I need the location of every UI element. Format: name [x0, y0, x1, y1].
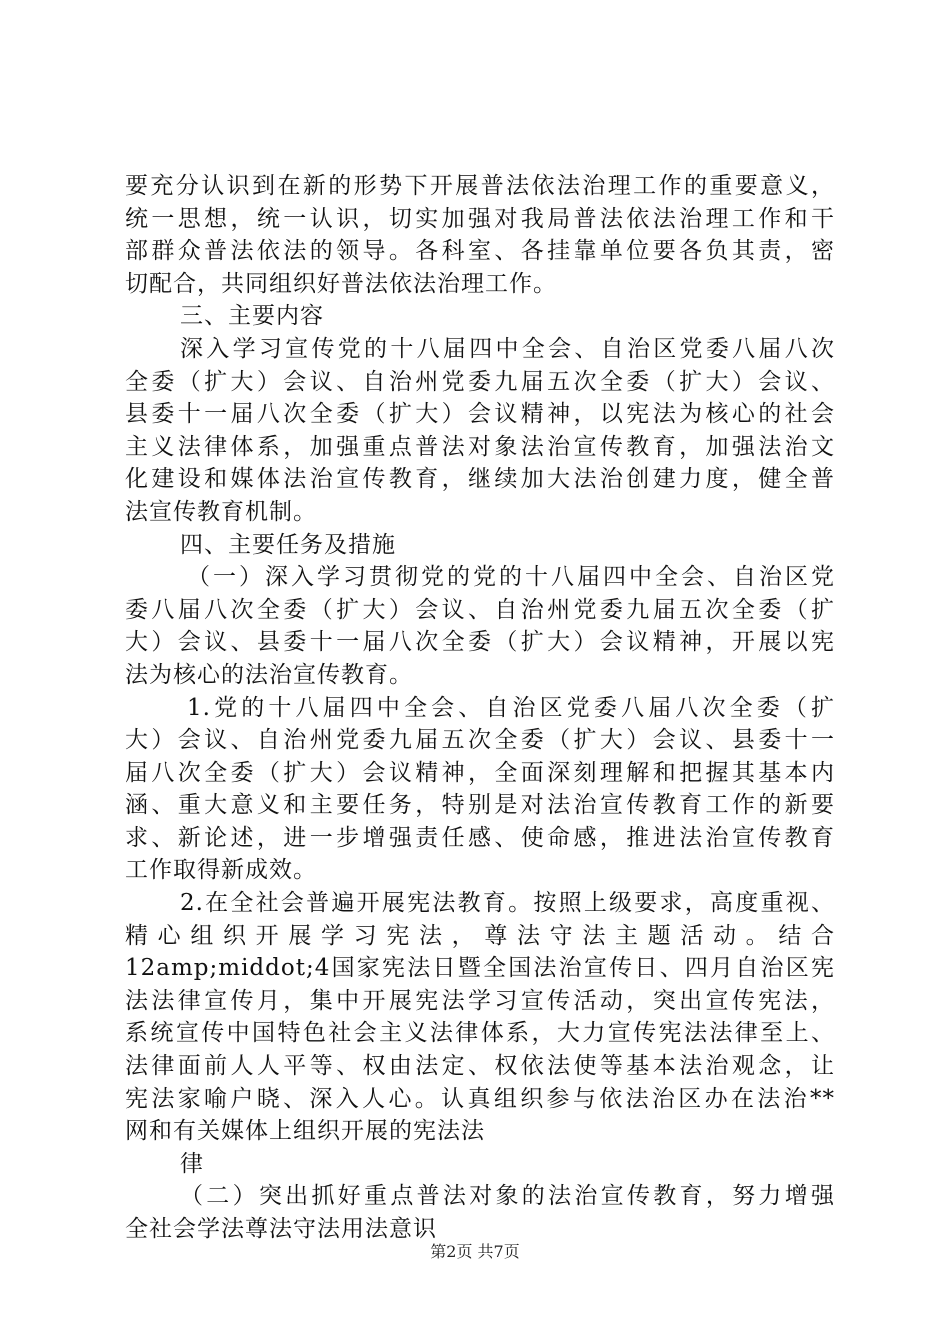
text-line: 12amp;middot;4国家宪法日暨全国法治宣传日、四月自治区宪 [125, 955, 835, 982]
text-line: （二）突出抓好重点普法对象的法治宣传教育，努力增强 [180, 1183, 835, 1210]
text-line: 切配合，共同组织好普法依法治理工作。 [125, 270, 557, 297]
document-body [125, 170, 835, 1246]
text-line: 委八届八次全委（扩大）会议、自治州党委九届五次全委（扩 [125, 596, 835, 623]
text-line: 大）会议、自治州党委九届五次全委（扩大）会议、县委十一 [125, 727, 835, 754]
text-line: 届八次全委（扩大）会议精神，全面深刻理解和把握其基本内 [125, 759, 835, 786]
text-line: 工作取得新成效。 [125, 857, 317, 884]
text-line: 全社会学法尊法守法用法意识 [125, 1216, 437, 1242]
text-line: 1.党的十八届四中全会、自治区党委八届八次全委（扩 [187, 694, 835, 721]
text-line: 2.在全社会普遍开展宪法教育。按照上级要求，高度重视、 [180, 890, 835, 917]
page-number-footer: 第2页 共7页 [430, 1242, 520, 1261]
text-line: 化建设和媒体法治宣传教育，继续加大法治创建力度，健全普 [125, 466, 835, 493]
text-line: 涵、重大意义和主要任务，特别是对法治宣传教育工作的新要 [125, 792, 835, 819]
text-line: 网和有关媒体上组织开展的宪法法 [125, 1118, 485, 1145]
text-line: 部群众普法依法的领导。各科室、各挂靠单位要各负其责，密 [125, 238, 835, 265]
section-heading: 三、主要内容 [180, 303, 324, 330]
text-line: 主义法律体系，加强重点普法对象法治宣传教育，加强法治文 [125, 433, 835, 460]
text-line: （一）深入学习贯彻党的党的十八届四中全会、自治区党 [187, 564, 835, 591]
text-line: 系统宣传中国特色社会主义法律体系，大力宣传宪法法律至上、 [125, 1020, 835, 1047]
text-line: 法律面前人人平等、权由法定、权依法使等基本法治观念，让 [125, 1053, 835, 1080]
text-line: 统一思想，统一认识，切实加强对我局普法依法治理工作和干 [125, 205, 835, 232]
text-line: 深入学习宣传党的十八届四中全会、自治区党委八届八次 [180, 335, 835, 362]
text-line: 精心组织开展学习宪法，尊法守法主题活动。结合 [125, 922, 835, 949]
text-line: 要充分认识到在新的形势下开展普法依法治理工作的重要意义， [125, 173, 835, 199]
text-line: 宪法家喻户晓、深入人心。认真组织参与依法治区办在法治** [125, 1085, 835, 1112]
text-line: 求、新论述，进一步增强责任感、使命感，推进法治宣传教育 [125, 824, 835, 851]
text-line: 法为核心的法治宣传教育。 [125, 661, 413, 688]
section-heading: 四、主要任务及措施 [180, 531, 396, 558]
text-line: 大）会议、县委十一届八次全委（扩大）会议精神，开展以宪 [125, 629, 835, 656]
text-line: 全委（扩大）会议、自治州党委九届五次全委（扩大）会议、 [125, 368, 835, 395]
text-line: 县委十一届八次全委（扩大）会议精神，以宪法为核心的社会 [125, 401, 835, 428]
text-line: 法宣传教育机制。 [125, 498, 317, 525]
text-line: 律 [180, 1150, 204, 1177]
text-line: 法法律宣传月，集中开展宪法学习宣传活动，突出宣传宪法， [125, 987, 835, 1014]
